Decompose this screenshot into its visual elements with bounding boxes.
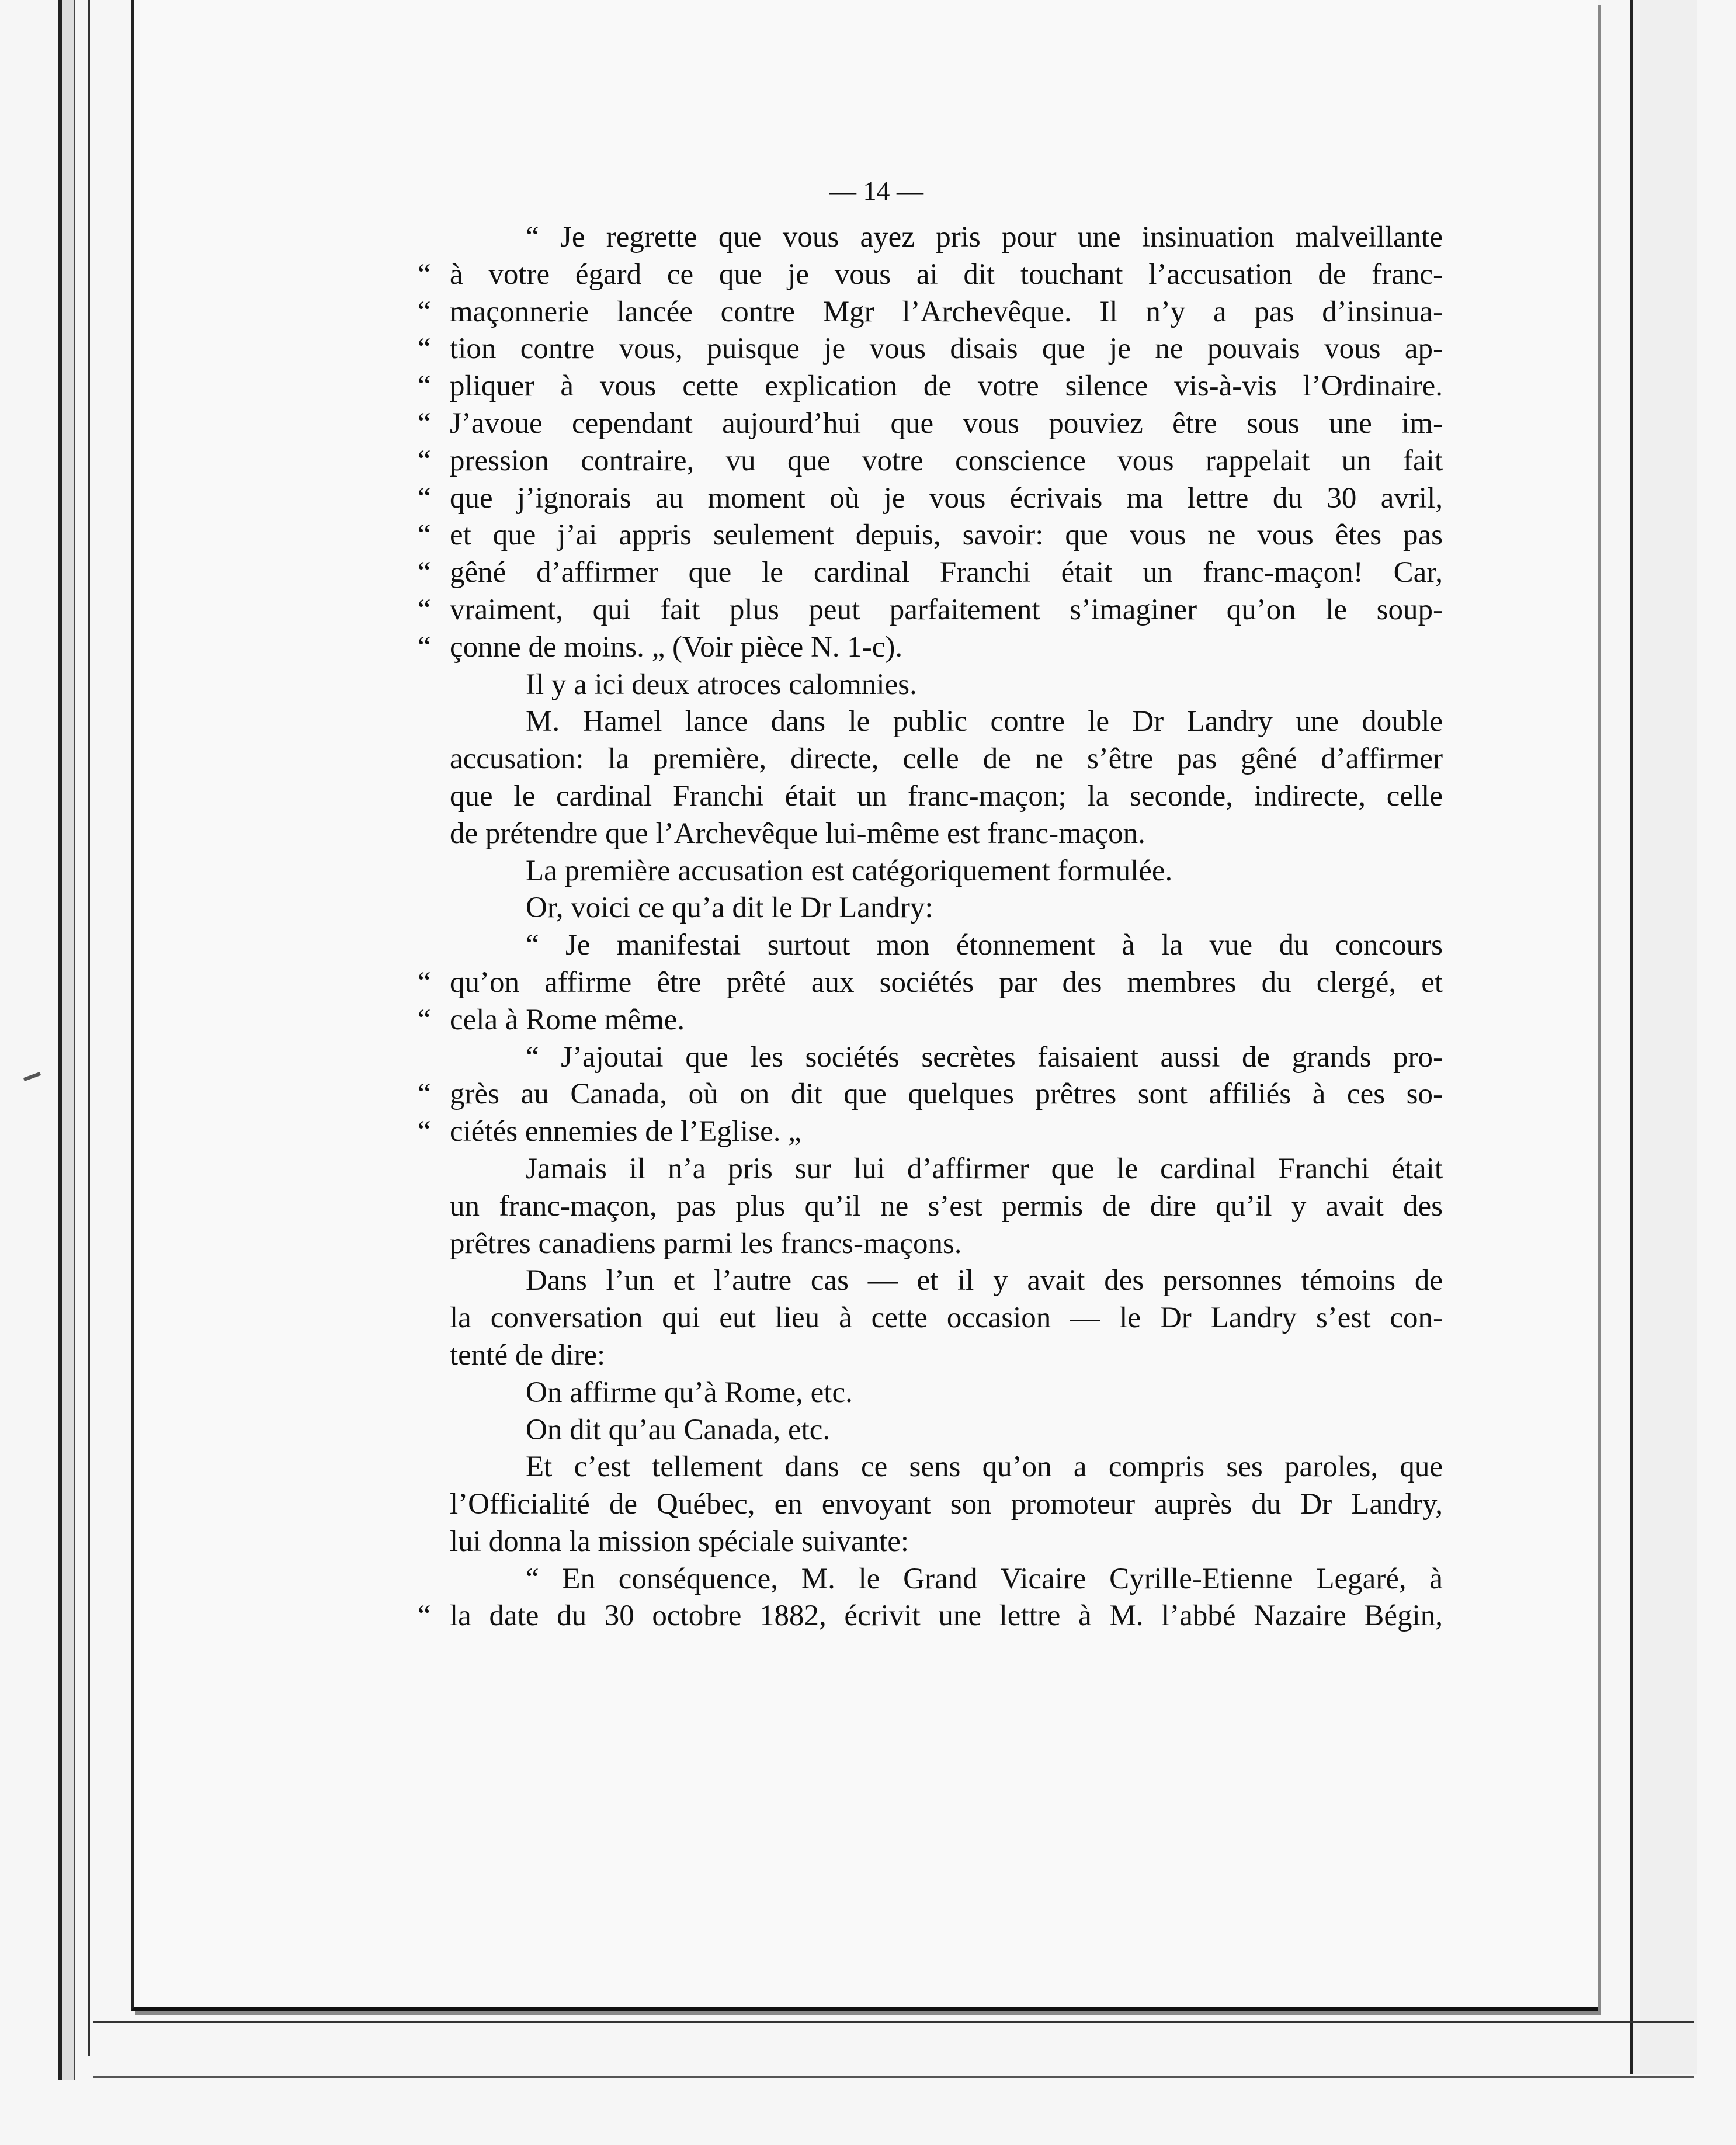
line-text: Or, voici ce qu’a dit le Dr Landry: bbox=[526, 891, 933, 925]
text-line bbox=[450, 1375, 1443, 1412]
text-line bbox=[418, 629, 1443, 667]
quote-mark: “ bbox=[418, 444, 431, 477]
line-text: “ J’ajoutai que les sociétés secrètes faisaient aussi de grands pro- bbox=[526, 1040, 1443, 1074]
line-text: qu’on affirme être prêté aux sociétés par des membres du clergé, et bbox=[450, 966, 1443, 999]
line-text: Et c’est tellement dans ce sens qu’on a compris ses paroles, que bbox=[526, 1450, 1443, 1484]
line-text: “ En conséquence, M. le Grand Vicaire Cyrille-Etienne Legaré, à bbox=[526, 1562, 1443, 1595]
quote-mark: “ bbox=[418, 370, 431, 403]
text-line bbox=[418, 331, 1443, 368]
text-line bbox=[450, 890, 1443, 927]
line-text: çonne de moins. „ (Voir pièce N. 1-c). bbox=[450, 630, 903, 664]
line-text: La première accusation est catégoriquement formulée. bbox=[526, 854, 1173, 887]
text-line bbox=[450, 1039, 1443, 1077]
text-line bbox=[450, 853, 1443, 890]
quote-mark: “ bbox=[418, 593, 431, 626]
line-text: ciétés ennemies de l’Eglise. „ bbox=[450, 1115, 801, 1148]
quote-mark: “ bbox=[418, 1115, 431, 1148]
line-text: M. Hamel lance dans le public contre le Dr Landry une double bbox=[526, 705, 1443, 738]
line-text: et que j’ai appris seulement depuis, savoir: que vous ne vous êtes pas bbox=[450, 519, 1443, 552]
line-text: lui donna la mission spéciale suivante: bbox=[450, 1525, 909, 1558]
text-line bbox=[450, 1523, 1443, 1561]
line-text: l’Officialité de Québec, en envoyant son promoteur auprès du Dr Landry, bbox=[450, 1488, 1443, 1521]
body-text bbox=[418, 178, 1443, 1635]
text-line bbox=[418, 405, 1443, 443]
line-text: tenté de dire: bbox=[450, 1338, 606, 1372]
text-line bbox=[418, 517, 1443, 554]
page-number: — 14 — bbox=[829, 176, 923, 206]
text-line bbox=[418, 294, 1443, 331]
text-line bbox=[418, 1598, 1443, 1635]
text-line bbox=[450, 1449, 1443, 1486]
line-text: grès au Canada, où on dit que quelques prêtres sont affiliés à ces so- bbox=[450, 1078, 1443, 1111]
text-line bbox=[450, 741, 1443, 778]
line-text: gêné d’affirmer que le cardinal Franchi était un franc-maçon! Car, bbox=[450, 556, 1443, 589]
text-line bbox=[418, 480, 1443, 518]
text-line bbox=[418, 554, 1443, 592]
line-text: un franc-maçon, pas plus qu’il ne s’est permis de dire qu’il y avait des bbox=[450, 1189, 1443, 1223]
left-binding-edge-inner bbox=[88, 0, 97, 2056]
line-text: pliquer à vous cette explication de votre silence vis-à-vis l’Ordinaire. bbox=[450, 370, 1443, 403]
quote-mark: “ bbox=[418, 1003, 431, 1036]
line-text: prêtres canadiens parmi les francs-maçons. bbox=[450, 1227, 962, 1260]
quote-mark: “ bbox=[418, 407, 431, 440]
line-text: On dit qu’au Canada, etc. bbox=[526, 1413, 831, 1446]
text-line bbox=[450, 815, 1443, 853]
line-text: “ Je manifestai surtout mon étonnement à la vue du concours bbox=[526, 929, 1443, 962]
text-line bbox=[450, 778, 1443, 815]
text-line bbox=[418, 592, 1443, 629]
quote-mark: “ bbox=[418, 258, 431, 291]
line-text: que le cardinal Franchi était un franc-maçon; la seconde, indirecte, celle bbox=[450, 779, 1443, 813]
text-line bbox=[450, 1561, 1443, 1598]
text-line bbox=[450, 1300, 1443, 1337]
line-text: cela à Rome même. bbox=[450, 1003, 685, 1036]
line-text: vraiment, qui fait plus peut parfaitement s’imaginer qu’on le soup- bbox=[450, 593, 1443, 626]
right-page-edge bbox=[1630, 0, 1697, 2074]
quote-mark: “ bbox=[418, 630, 431, 664]
text-line bbox=[450, 1412, 1443, 1449]
line-text: que j’ignorais au moment où je vous écrivais ma lettre du 30 avril, bbox=[450, 481, 1443, 515]
line-text: J’avoue cependant aujourd’hui que vous pouviez être sous une im- bbox=[450, 407, 1443, 440]
line-text: Il y a ici deux atroces calomnies. bbox=[526, 668, 917, 701]
text-line bbox=[418, 1113, 1443, 1151]
text-line bbox=[450, 927, 1443, 964]
line-text: à votre égard ce que je vous ai dit touchant l’accusation de franc- bbox=[450, 258, 1443, 291]
quote-mark: “ bbox=[418, 1599, 431, 1633]
text-line bbox=[450, 1151, 1443, 1188]
line-text: Jamais il n’a pris sur lui d’affirmer que le cardinal Franchi était bbox=[526, 1152, 1443, 1185]
quote-mark: “ bbox=[418, 966, 431, 999]
text-line bbox=[418, 1002, 1443, 1039]
quote-mark: “ bbox=[418, 556, 431, 589]
quote-mark: “ bbox=[418, 519, 431, 552]
line-text: “ Je regrette que vous ayez pris pour une insinuation malveillante bbox=[526, 221, 1443, 254]
text-lines bbox=[418, 219, 1443, 1635]
text-line bbox=[450, 1262, 1443, 1300]
text-line bbox=[418, 443, 1443, 480]
text-line bbox=[450, 1188, 1443, 1226]
quote-mark: “ bbox=[418, 332, 431, 366]
text-line bbox=[450, 1486, 1443, 1523]
text-line bbox=[450, 667, 1443, 704]
text-line bbox=[418, 964, 1443, 1002]
line-text: accusation: la première, directe, celle de ne s’être pas gêné d’affirmer bbox=[450, 742, 1443, 776]
line-text: On affirme qu’à Rome, etc. bbox=[526, 1376, 853, 1409]
line-text: la conversation qui eut lieu à cette occasion — le Dr Landry s’est con- bbox=[450, 1301, 1443, 1335]
quote-mark: “ bbox=[418, 481, 431, 515]
quote-mark: “ bbox=[418, 1078, 431, 1111]
text-line bbox=[450, 219, 1443, 256]
quote-mark: “ bbox=[418, 295, 431, 328]
left-binding-edge bbox=[58, 0, 75, 2080]
line-text: Dans l’un et l’autre cas — et il y avait des personnes témoins de bbox=[526, 1264, 1443, 1297]
line-text: maçonnerie lancée contre Mgr l’Archevêque. Il n’y a pas d’insinua- bbox=[450, 295, 1443, 328]
bottom-page-edge bbox=[93, 2021, 1694, 2078]
text-line bbox=[450, 703, 1443, 741]
line-text: tion contre vous, puisque je vous disais que je ne pouvais vous ap- bbox=[450, 332, 1443, 366]
text-line bbox=[418, 1076, 1443, 1113]
line-text: pression contraire, vu que votre conscience vous rappelait un fait bbox=[450, 444, 1443, 477]
text-line bbox=[450, 1337, 1443, 1375]
text-line bbox=[450, 1226, 1443, 1263]
line-text: de prétendre que l’Archevêque lui-même est franc-maçon. bbox=[450, 817, 1145, 850]
line-text: la date du 30 octobre 1882, écrivit une lettre à M. l’abbé Nazaire Bégin, bbox=[450, 1599, 1443, 1633]
text-line bbox=[418, 368, 1443, 405]
text-line bbox=[418, 256, 1443, 294]
